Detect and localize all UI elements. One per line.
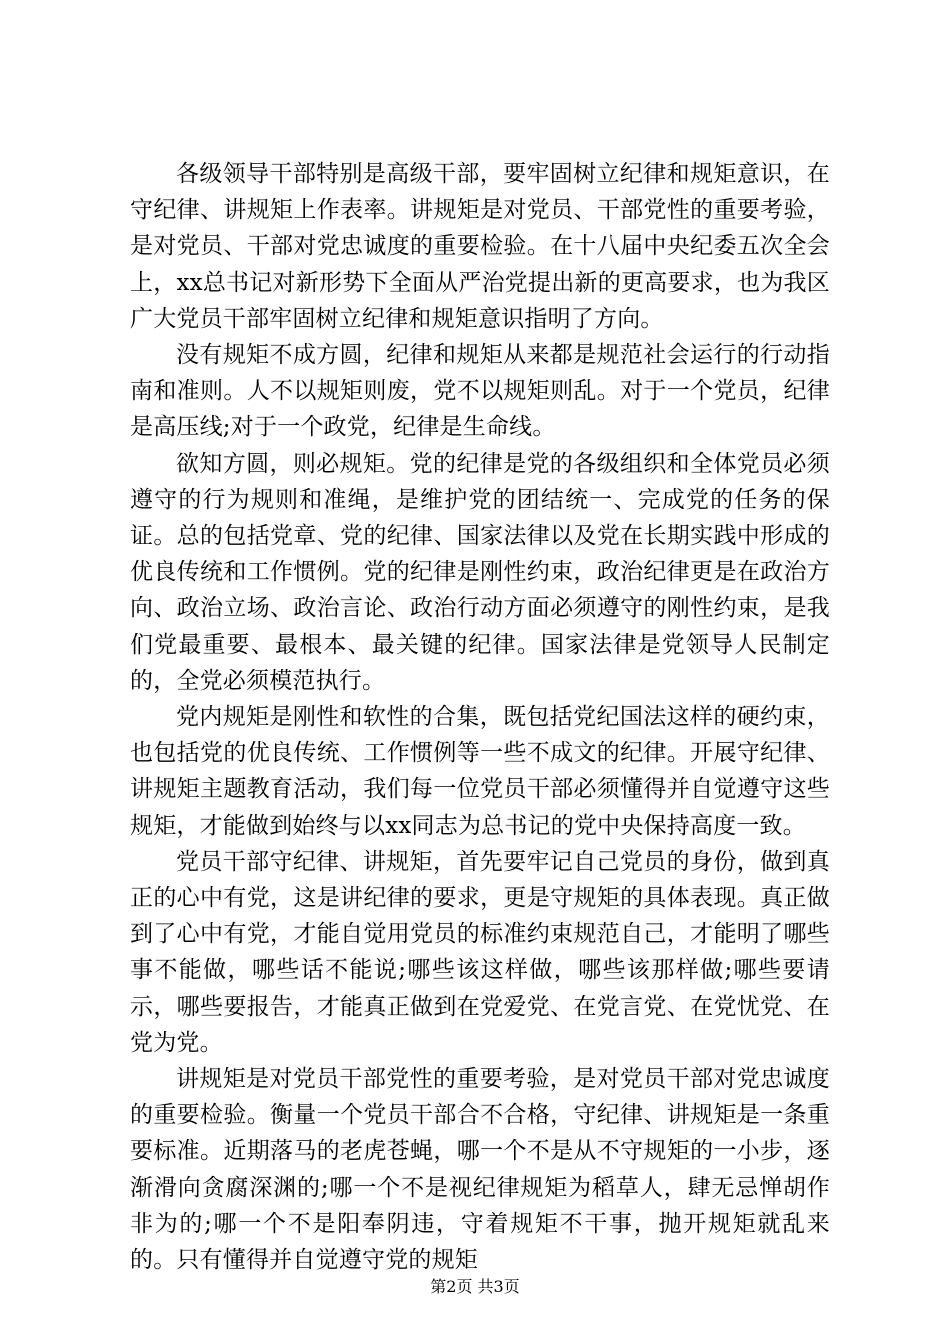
page-footer: 第2页 共3页 xyxy=(430,1277,520,1296)
paragraph: 党员干部守纪律、讲规矩，首先要牢记自己党员的身份，做到真正的心中有党，这是讲纪律的要求，更是守规矩的具体表现。真正做到了心中有党，才能自觉用党员的标准约束规范自己，才能明了哪些事不能做，哪些话不能说;哪些该这样做，哪些该那样做;哪些要请示，哪些要报告，才能真正做到在党爱党、在党言党、在党忧党、在党为党。 xyxy=(130,848,830,1056)
paragraph: 党内规矩是刚性和软性的合集，既包括党纪国法这样的硬约束，也包括党的优良传统、工作惯例等一些不成文的纪律。开展守纪律、讲规矩主题教育活动，我们每一位党员干部必须懂得并自觉遵守这些规矩，才能做到始终与以xx同志为总书记的党中央保持高度一致。 xyxy=(130,704,830,839)
paragraph: 欲知方圆，则必规矩。党的纪律是党的各级组织和全体党员必须遵守的行为规则和准绳，是维护党的团结统一、完成党的任务的保证。总的包括党章、党的纪律、国家法律以及党在长期实践中形成的优良传统和工作惯例。党的纪律是刚性约束，政治纪律更是在政治方向、政治立场、政治言论、政治行动方面必须遵守的刚性约束，是我们党最重要、最根本、最关键的纪律。国家法律是党领导人民制定的，全党必须模范执行。 xyxy=(130,450,830,694)
paragraph: 各级领导干部特别是高级干部，要牢固树立纪律和规矩意识，在守纪律、讲规矩上作表率。讲规矩是对党员、干部党性的重要考验，是对党员、干部对党忠诚度的重要检验。在十八届中央纪委五次全会上，xx总书记对新形势下全面从严治党提出新的更高要求，也为我区广大党员干部牢固树立纪律和规矩意识指明了方向。 xyxy=(130,161,830,332)
document-body xyxy=(130,156,830,1278)
paragraph: 讲规矩是对党员干部党性的重要考验，是对党员干部对党忠诚度的重要检验。衡量一个党员干部合不合格，守纪律、讲规矩是一条重要标准。近期落马的老虎苍蝇，哪一个不是从不守规矩的一小步，逐渐滑向贪腐深渊的;哪一个不是视纪律规矩为稻草人，肆无忌惮胡作非为的;哪一个不是阳奉阴违，守着规矩不干事，抛开规矩就乱来的。只有懂得并自觉遵守党的规矩 xyxy=(130,1066,830,1274)
paragraph: 没有规矩不成方圆，纪律和规矩从来都是规范社会运行的行动指南和准则。人不以规矩则废，党不以规矩则乱。对于一个党员，纪律是高压线;对于一个政党，纪律是生命线。 xyxy=(130,342,830,441)
